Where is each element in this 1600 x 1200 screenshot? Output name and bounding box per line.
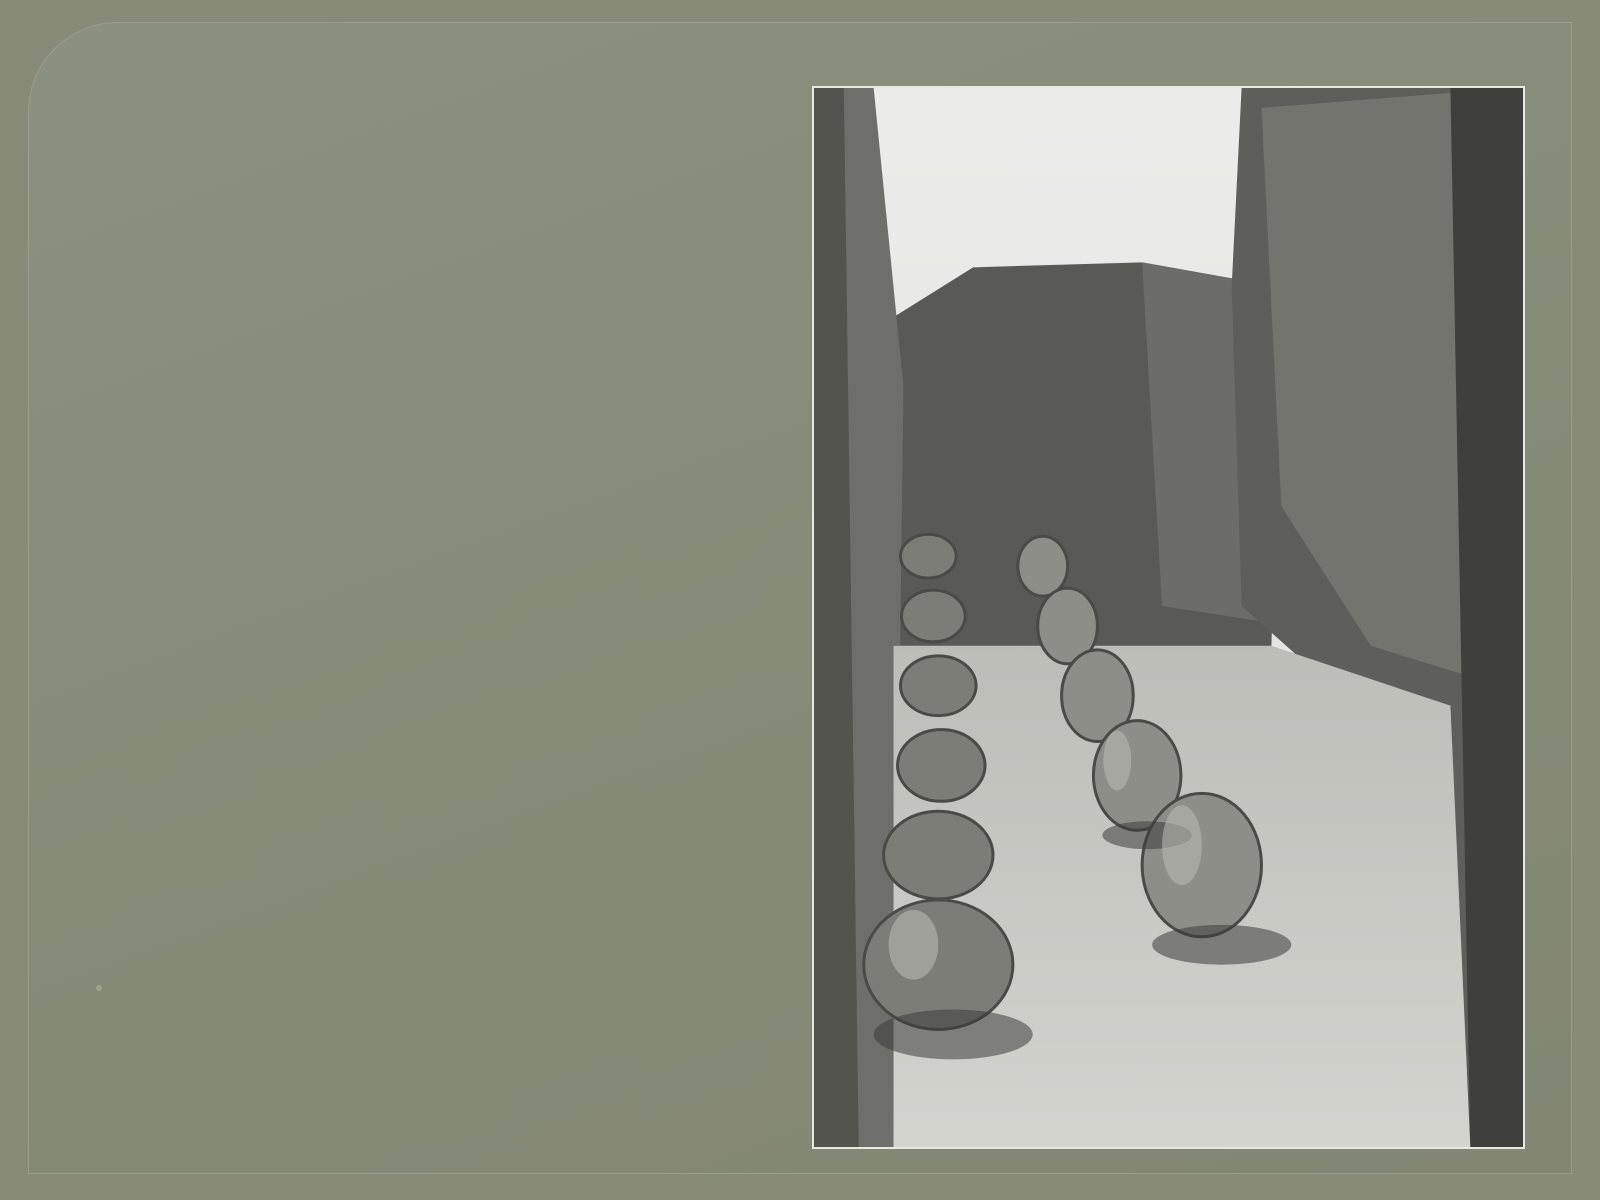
excavation-jars-image [814, 88, 1523, 1147]
archaeological-photo [812, 86, 1525, 1149]
bullet-dot [96, 985, 102, 991]
